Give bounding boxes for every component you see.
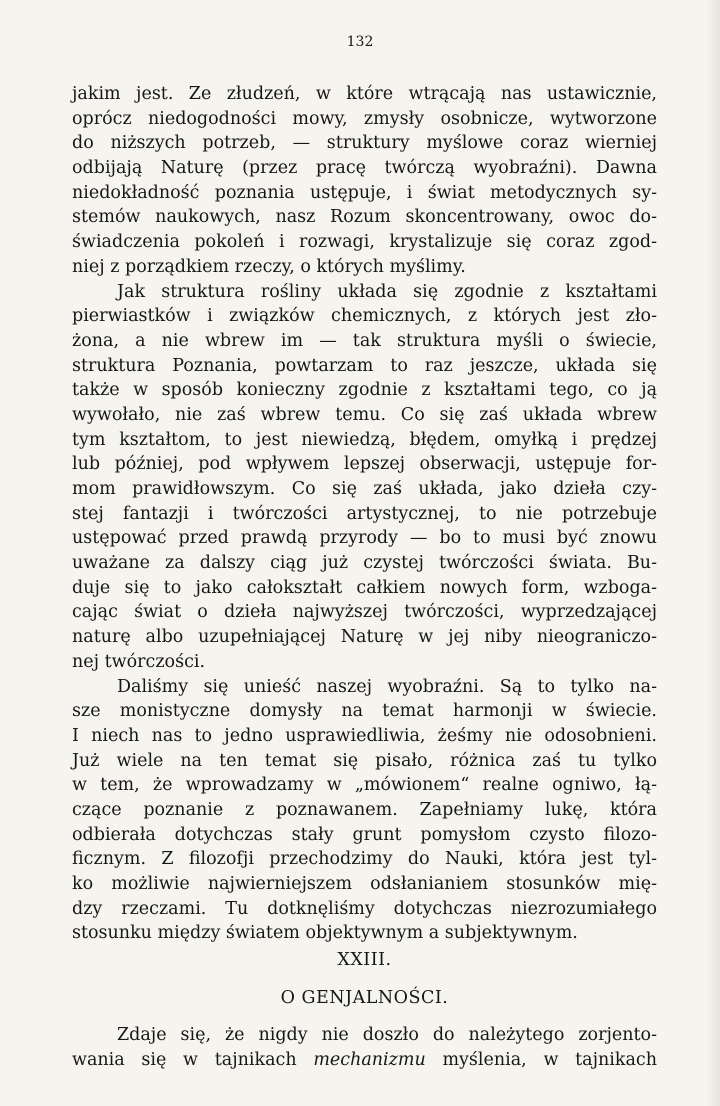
page-number: 132 [346, 34, 374, 50]
chapter-opening-paragraph [72, 1023, 657, 1072]
chapter-title: O GENJALNOŚCI. [280, 988, 449, 1008]
text-line: wywołało, nie zaś wbrew temu. Co się zaś układa wbrew [72, 404, 657, 425]
text-line: żona, a nie wbrew im — tak struktura myśli o świecie, [72, 330, 657, 351]
text-line: duje się to jako całokształt całkiem nowych form, wzboga- [72, 577, 657, 598]
text-line: niej z porządkiem rzeczy, o których myślimy. [72, 256, 466, 277]
text-line: w tem, że wprowadzamy w „mówionem“ realne ogniwo, łą- [72, 775, 657, 796]
text-line: ko możliwie najwierniejszem odsłanianiem stosunków mię- [72, 874, 657, 894]
text-line: także w sposób konieczny zgodnie z kształtami tego, co ją [72, 380, 657, 401]
text-line: ustępować przed prawdą przyrody — bo to musi być znowu [72, 528, 657, 549]
text-line: dzy rzeczami. Tu dotknęliśmy dotychczas niezrozumiałego [72, 898, 657, 919]
text-line: niedokładność poznania ustępuje, i świat metodycznych sy- [72, 182, 657, 203]
text-line: Zdaje się, że nigdy nie doszło do należytego zorjento- [117, 1025, 657, 1045]
paragraph [72, 280, 657, 675]
text-line: stej fantazji i twórczości artystycznej, to nie potrzebuje [72, 503, 657, 524]
text-line: wania się w tajnikach mechanizmu myślenia, w tajnikach [72, 1049, 657, 1070]
text-line: świadczenia pokoleń i rozwagi, krystalizuje się coraz zgod- [72, 232, 657, 253]
text-line: I niech nas to jedno usprawiedliwia, żeśmy nie odosobnieni. [72, 725, 657, 746]
text-line: naturę albo uzupełniającej Naturę w jej niby nieograniczo- [72, 627, 657, 648]
paragraph [72, 675, 657, 947]
text-line: Już wiele na ten temat się pisało, różnica zaś tu tylko [72, 750, 657, 771]
text-line: cając świat o dzieła najwyższej twórczości, wyprzedzającej [72, 602, 657, 623]
text-line: lub później, pod wpływem lepszej obserwacji, ustępuje for- [72, 454, 657, 475]
text-line: oprócz niedogodności mowy, zmysły osobnicze, wytworzone [72, 108, 657, 129]
text-line: uważane za dalszy ciąg już czystej twórczości świata. Bu- [72, 553, 657, 574]
text-line: odbijają Naturę (przez pracę twórczą wyobraźni). Dawna [72, 158, 657, 179]
text-line: Daliśmy się unieść naszej wyobraźni. Są to tylko na- [117, 676, 657, 697]
chapter-number: XXIII. [337, 950, 392, 970]
text-line: sze monistyczne domysły na temat harmonji w świecie. [72, 701, 657, 722]
text-line: stemów naukowych, nasz Rozum skoncentrowany, owoc do- [72, 207, 657, 228]
text-line: do niższych potrzeb, — struktury myślowe coraz wierniej [72, 133, 657, 154]
text-line: mom prawidłowszym. Co się zaś układa, jako dzieła czy- [72, 479, 657, 499]
text-line: stosunku między światem objektywnym a subjektywnym. [72, 923, 578, 944]
text-line: ficznym. Z filozofji przechodzimy do Nauki, która jest tyl- [72, 849, 657, 870]
text-line: jakim jest. Ze złudzeń, w które wtrącają nas ustawicznie, [72, 84, 657, 104]
paragraph [72, 82, 657, 280]
text-line: Jak struktura rośliny układa się zgodnie z kształtami [117, 281, 657, 302]
emphasized-word: mechanizmu [313, 1049, 426, 1070]
body-text [72, 82, 657, 946]
text-line: czące poznanie z poznawanem. Zapełniamy lukę, która [72, 799, 657, 820]
text-line: pierwiastków i związków chemicznych, z których jest zło- [72, 306, 657, 327]
text-line: odbierała dotychczas stały grunt pomysłom czysto filozo- [72, 824, 657, 845]
text-line: struktura Poznania, powtarzam to raz jeszcze, układa się [72, 355, 657, 376]
page-edge-shadow [706, 0, 720, 1106]
text-line: nej twórczości. [72, 651, 206, 672]
text-line: tym kształtom, to jest niewiedzą, błędem, omyłką i prędzej [72, 429, 657, 450]
